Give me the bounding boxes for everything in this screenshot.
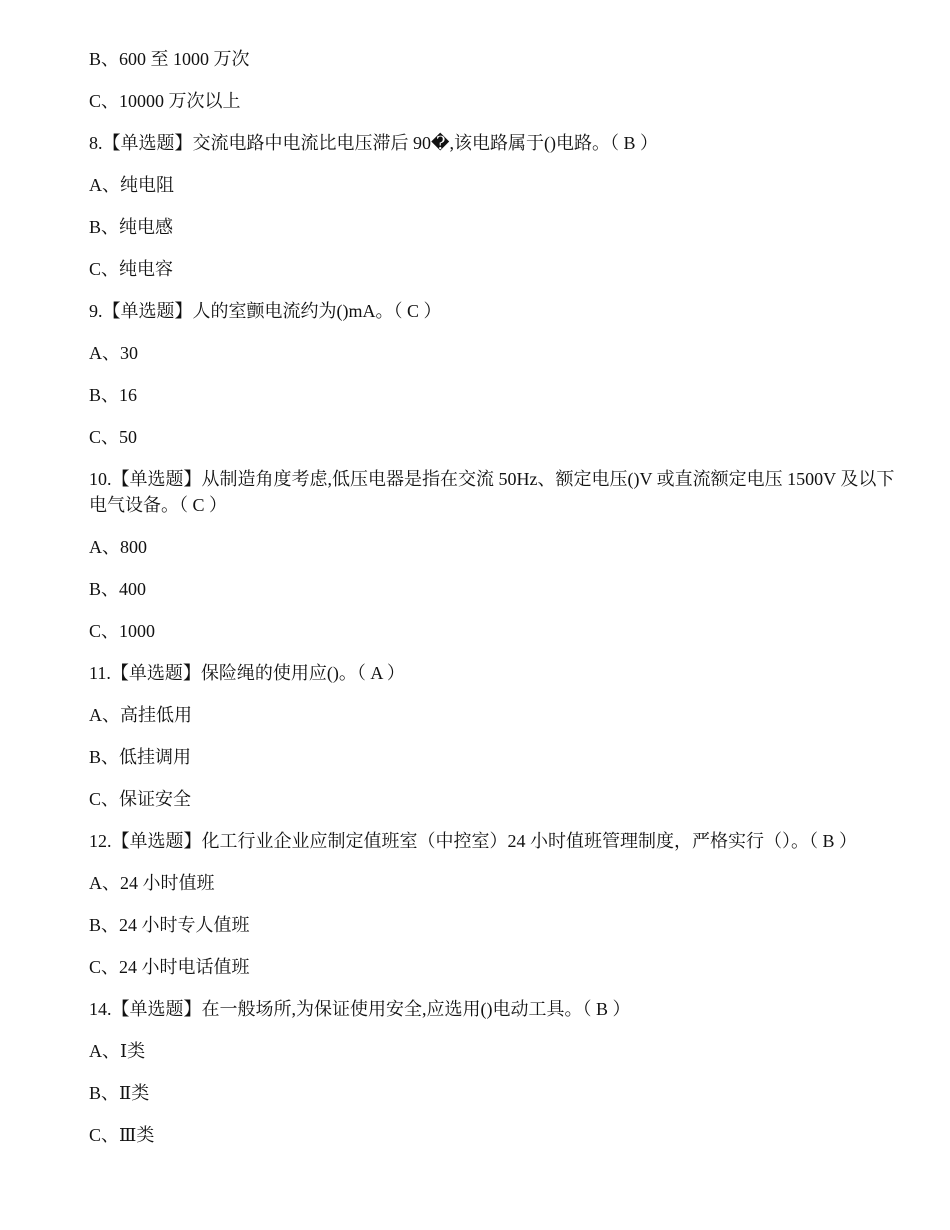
option-line: C、10000 万次以上: [89, 91, 241, 111]
option-line: B、低挂调用: [89, 747, 192, 767]
option-line: B、600 至 1000 万次: [89, 49, 250, 69]
option-line: B、Ⅱ类: [89, 1083, 150, 1103]
question-line: 8.【单选题】交流电路中电流比电压滞后 90�,该电路属于()电路。（ B ）: [89, 133, 658, 153]
option-line: C、1000: [89, 621, 156, 641]
option-line: A、24 小时值班: [89, 873, 215, 893]
question-line: 12.【单选题】化工行业企业应制定值班室（中控室）24 小时值班管理制度，严格实行（）。（ B ）: [89, 831, 858, 851]
option-line: A、纯电阻: [89, 175, 174, 195]
option-line: B、纯电感: [89, 217, 174, 237]
option-line: A、30: [89, 343, 138, 363]
option-line: B、16: [89, 385, 138, 405]
question-line: 14.【单选题】在一般场所,为保证使用安全,应选用()电动工具。（ B ）: [89, 999, 631, 1019]
question-line: 10.【单选题】从制造角度考虑,低压电器是指在交流 50Hz、额定电压()V 或直流额定电压 1500V 及以下电气设备。（ C ）: [89, 469, 895, 515]
option-line: C、Ⅲ类: [89, 1125, 155, 1145]
option-line: A、Ⅰ类: [89, 1041, 146, 1061]
option-line: C、50: [89, 427, 138, 447]
question-line: 9.【单选题】人的室颤电流约为()mA。（ C ）: [89, 301, 442, 321]
question-line: 11.【单选题】保险绳的使用应()。（ A ）: [89, 663, 405, 683]
option-line: B、400: [89, 579, 147, 599]
option-line: B、24 小时专人值班: [89, 915, 250, 935]
option-line: C、纯电容: [89, 259, 174, 279]
option-line: C、保证安全: [89, 789, 192, 809]
document-page: [89, 46, 904, 1164]
option-line: C、24 小时电话值班: [89, 957, 250, 977]
option-line: A、高挂低用: [89, 705, 192, 725]
option-line: A、800: [89, 537, 147, 557]
